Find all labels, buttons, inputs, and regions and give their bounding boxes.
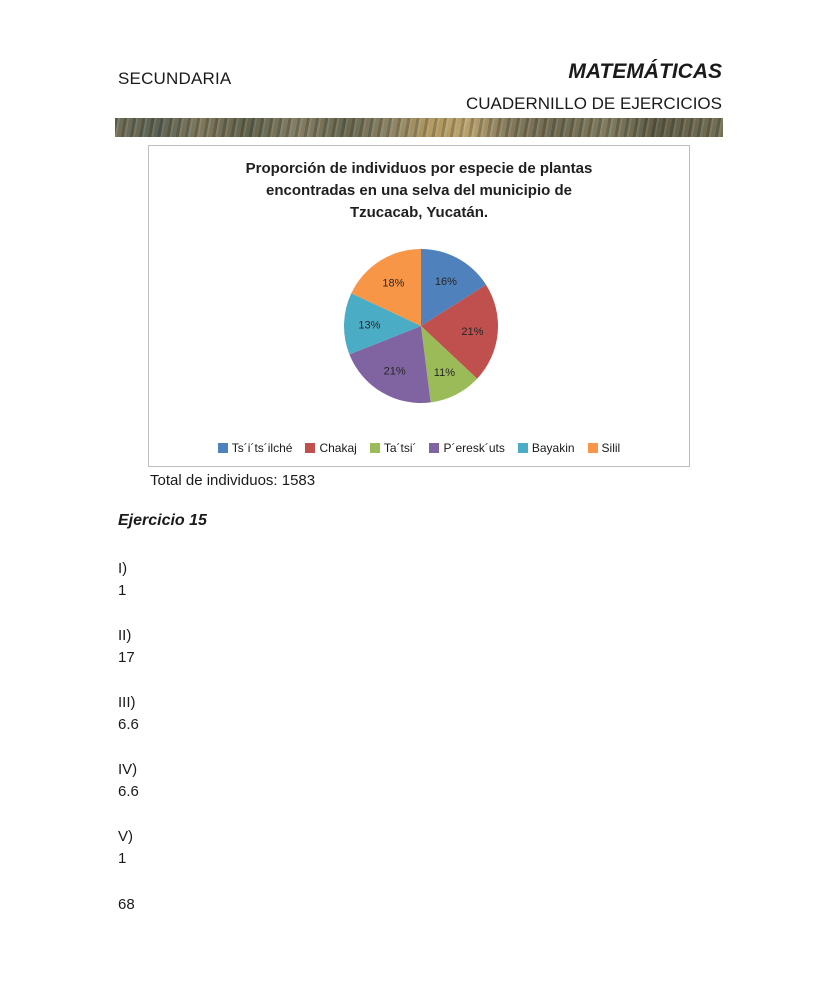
exercise-item-1: [118, 558, 139, 602]
exercise-item-value: 1: [118, 850, 127, 867]
legend-label: Silil: [601, 441, 621, 455]
exercise-item-value: 6.6: [118, 716, 139, 733]
legend-item-3: [429, 441, 504, 455]
legend-item-4: [518, 441, 575, 455]
exercise-item-label: I): [118, 560, 128, 577]
chart-legend: [149, 441, 689, 455]
pie-slice-label: 21%: [383, 365, 406, 378]
exercise-block: [118, 558, 139, 916]
exercise-heading: Ejercicio 15: [118, 512, 207, 529]
legend-swatch-icon: [518, 443, 528, 453]
exercise-item-value: 1: [118, 582, 127, 599]
legend-item-5: [588, 441, 621, 455]
exercise-item-value: 17: [118, 649, 135, 666]
exercise-item-value: 6.6: [118, 783, 139, 800]
pie-slice-label: 21%: [461, 325, 484, 338]
legend-swatch-icon: [588, 443, 598, 453]
exercise-item-label: V): [118, 828, 133, 845]
pie-slice-label: 16%: [434, 275, 457, 288]
exercise-items: [118, 558, 139, 870]
legend-label: Chakaj: [319, 441, 357, 455]
header-left-label: SECUNDARIA: [118, 69, 232, 88]
legend-swatch-icon: [429, 443, 439, 453]
pie-chart: [336, 241, 506, 411]
chart-title: [149, 158, 689, 224]
pie-slice-label: 18%: [382, 277, 405, 290]
exercise-item-label: III): [118, 694, 136, 711]
legend-label: Bayakin: [531, 441, 575, 455]
exercise-item-3: [118, 692, 139, 736]
exercise-item-label: II): [118, 627, 132, 644]
chart-title-line: encontradas en una selva del municipio de: [266, 182, 572, 199]
exercise-item-2: [118, 625, 139, 669]
header-booklet-title: CUADERNILLO DE EJERCICIOS: [466, 94, 722, 113]
legend-swatch-icon: [218, 443, 228, 453]
legend-swatch-icon: [370, 443, 380, 453]
legend-label: Ta´tsi´: [383, 441, 417, 455]
legend-item-0: [218, 441, 293, 455]
decorative-banner-image: [115, 118, 723, 137]
legend-label: P´eresk´uts: [443, 441, 505, 455]
legend-label: Ts´i´ts´ilché: [231, 441, 293, 455]
exercise-item-label: IV): [118, 761, 138, 778]
chart-title-line: Tzucacab, Yucatán.: [349, 204, 489, 221]
chart-container: [148, 145, 690, 467]
pie-slice-label: 11%: [433, 367, 456, 379]
header-subject-title: MATEMÁTICAS: [568, 60, 722, 83]
chart-title-line: Proporción de individuos por especie de plantas: [245, 160, 593, 177]
legend-swatch-icon: [305, 443, 315, 453]
total-individuals-label: Total de individuos: 1583: [150, 472, 316, 489]
pie-slice-label: 13%: [358, 319, 381, 332]
legend-item-1: [305, 441, 356, 455]
exercise-item-5: [118, 826, 139, 870]
exercise-footer-value: 68: [118, 896, 135, 913]
exercise-item-4: [118, 759, 139, 803]
legend-item-2: [370, 441, 417, 455]
